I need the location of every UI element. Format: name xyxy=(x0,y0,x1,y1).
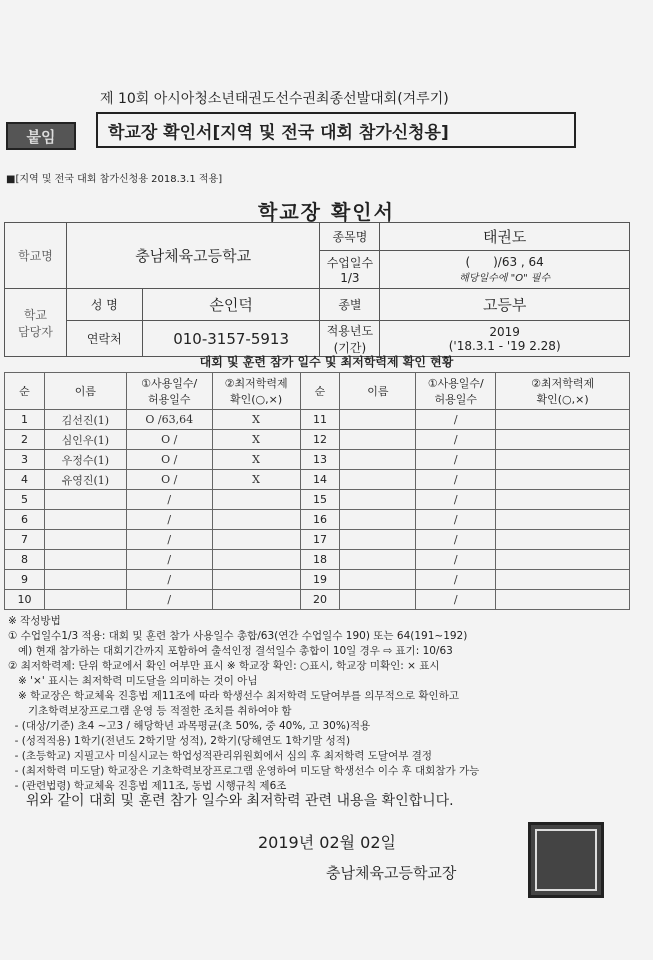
contact-label: 연락처 xyxy=(66,321,142,357)
row-name xyxy=(44,530,126,550)
date: 2019년 02월 02일 xyxy=(258,833,396,852)
status-table-title: 대회 및 훈련 참가 일수 및 최저학력제 확인 현황 xyxy=(199,355,454,369)
days-hint: 해당일수에 "O" 필수 xyxy=(459,273,551,284)
row-name xyxy=(44,590,126,610)
row-acad: X xyxy=(212,450,300,470)
row-name: 김선진(1) xyxy=(44,410,126,430)
status-table xyxy=(4,372,630,610)
row-acad xyxy=(212,530,300,550)
row-days: / xyxy=(416,450,496,470)
seal-inner xyxy=(535,829,597,891)
table-row xyxy=(5,530,630,550)
row-days: O / xyxy=(126,430,212,450)
col-days-right xyxy=(416,373,496,410)
row-acad xyxy=(212,590,300,610)
note-line: ② 최저학력제: 단위 학교에서 확인 여부만 표시 ※ 학교장 확인: ○표시, 학교장 미확인: × 표시 xyxy=(8,660,440,672)
sub-note: ■[지역 및 전국 대회 참가신청용 2018.3.1 적용] xyxy=(6,174,223,185)
row-acad xyxy=(496,550,630,570)
row-days: / xyxy=(416,490,496,510)
official-seal xyxy=(528,822,604,898)
row-name xyxy=(340,530,416,550)
row-days: / xyxy=(126,570,212,590)
row-acad xyxy=(212,510,300,530)
col-acad-left-1: ②최저학력제 xyxy=(224,377,288,390)
col-days-left-2: 허용일수 xyxy=(147,393,191,406)
note-line: 예) 현재 참가하는 대회기간까지 포함하여 출석인정 결석일수 총합이 10일 경우 ⇨ 표기: 10/63 xyxy=(8,645,453,657)
year-cell xyxy=(380,321,630,357)
row-acad xyxy=(496,570,630,590)
table-row xyxy=(5,550,630,570)
row-no: 11 xyxy=(300,410,340,430)
document-title: 학교장 확인서 xyxy=(258,200,395,224)
table-row xyxy=(5,470,630,490)
row-acad xyxy=(496,430,630,450)
attach-text: 붙임 xyxy=(26,127,56,146)
row-acad: X xyxy=(212,470,300,490)
category-value: 고등부 xyxy=(380,289,630,321)
row-no: 17 xyxy=(300,530,340,550)
row-acad xyxy=(496,510,630,530)
table-row xyxy=(5,510,630,530)
row-days: / xyxy=(126,550,212,570)
note-line: - (성적적용) 1학기(전년도 2학기말 성적), 2학기(당해연도 1학기말 성적) xyxy=(8,735,351,747)
row-days: / xyxy=(416,590,496,610)
row-name xyxy=(44,570,126,590)
manager-label xyxy=(5,289,67,357)
col-no-right: 순 xyxy=(300,373,340,410)
name-value: 손인덕 xyxy=(142,289,320,321)
row-name xyxy=(44,510,126,530)
category-label: 종별 xyxy=(320,289,380,321)
col-acad-left xyxy=(212,373,300,410)
row-acad xyxy=(496,490,630,510)
row-no: 20 xyxy=(300,590,340,610)
row-name xyxy=(340,450,416,470)
year-label-2: (기간) xyxy=(333,340,367,355)
confirm-text: 위와 같이 대회 및 훈련 참가 일수와 최저학력 관련 내용을 확인합니다. xyxy=(26,793,454,809)
row-no: 6 xyxy=(5,510,45,530)
row-no: 1 xyxy=(5,410,45,430)
manager-label-2: 담당자 xyxy=(18,324,53,339)
row-name xyxy=(340,430,416,450)
table-row xyxy=(5,490,630,510)
note-line: - (최저학력 미도달) 학교장은 기초학력보장프로그램 운영하여 미도달 학생선수 이수 후 대회참가 가능 xyxy=(8,765,480,777)
year-label xyxy=(320,321,380,357)
row-acad xyxy=(496,450,630,470)
sport-label: 종목명 xyxy=(320,223,380,251)
col-acad-right-2: 확인(○,×) xyxy=(536,393,589,406)
days-cell xyxy=(380,251,630,289)
row-days: / xyxy=(416,550,496,570)
attach-label xyxy=(6,122,76,150)
row-days: / xyxy=(416,510,496,530)
days-label-2: 1/3 xyxy=(340,271,360,285)
note-line: 기초학력보장프로그램 운영 등 적절한 조치를 취하여야 함 xyxy=(8,705,292,717)
col-acad-right-1: ②최저학력제 xyxy=(531,377,595,390)
days-label xyxy=(320,251,380,289)
note-line: ※ 작성방법 xyxy=(8,615,61,627)
year-label-1: 적용년도 xyxy=(326,323,374,338)
sport-value: 태권도 xyxy=(380,223,630,251)
row-acad xyxy=(212,570,300,590)
row-acad xyxy=(496,590,630,610)
note-line: ※ '×' 표시는 최저학력 미도달을 의미하는 것이 아님 xyxy=(8,675,258,687)
row-days: / xyxy=(416,470,496,490)
row-days: / xyxy=(416,410,496,430)
row-no: 15 xyxy=(300,490,340,510)
row-no: 3 xyxy=(5,450,45,470)
row-days: / xyxy=(416,430,496,450)
notes-section xyxy=(8,614,648,794)
note-line: - (초등학교) 지필고사 미실시교는 학업성적관리위원회에서 심의 후 최저학력 도달여부 결정 xyxy=(8,750,432,762)
info-table xyxy=(4,222,630,357)
school-label: 학교명 xyxy=(5,223,67,289)
document-main-title: 학교장 확인서[지역 및 전국 대회 참가신청용] xyxy=(96,112,576,148)
days-value: ( )/63 , 64 xyxy=(465,255,544,269)
row-name: 우정수(1) xyxy=(44,450,126,470)
row-name xyxy=(340,510,416,530)
row-name xyxy=(340,570,416,590)
year-value: 2019 xyxy=(489,324,520,339)
col-days-right-1: ①사용일수/ xyxy=(427,377,484,390)
col-name-left: 이름 xyxy=(44,373,126,410)
row-days: O / xyxy=(126,470,212,490)
row-name xyxy=(44,490,126,510)
row-name xyxy=(340,410,416,430)
note-line: - (관련법령) 학교체육 진흥법 제11조, 동법 시행규칙 제6조 xyxy=(8,780,287,792)
row-days: / xyxy=(126,510,212,530)
row-no: 4 xyxy=(5,470,45,490)
row-name: 유영진(1) xyxy=(44,470,126,490)
col-acad-left-2: 확인(○,×) xyxy=(230,393,283,406)
col-name-right: 이름 xyxy=(340,373,416,410)
row-no: 2 xyxy=(5,430,45,450)
row-days: / xyxy=(416,570,496,590)
col-days-right-2: 허용일수 xyxy=(434,393,477,406)
table-row xyxy=(5,410,630,430)
row-no: 5 xyxy=(5,490,45,510)
row-acad xyxy=(496,470,630,490)
row-days: O /63,64 xyxy=(126,410,212,430)
row-days: / xyxy=(416,530,496,550)
table-row xyxy=(5,450,630,470)
school-name: 충남체육고등학교 xyxy=(66,223,320,289)
row-no: 12 xyxy=(300,430,340,450)
row-name xyxy=(340,590,416,610)
manager-label-1: 학교 xyxy=(23,307,48,322)
table-row xyxy=(5,430,630,450)
row-name xyxy=(340,470,416,490)
table-row xyxy=(5,570,630,590)
row-name xyxy=(340,550,416,570)
row-acad xyxy=(212,550,300,570)
note-line: ① 수업일수1/3 적용: 대회 및 훈련 참가 사용일수 총합/63(연간 수업일수 190) 또는 64(191~192) xyxy=(8,630,468,642)
row-days: / xyxy=(126,490,212,510)
note-line: - (대상/기준) 초4 ~고3 / 해당학년 과목평균(초 50%, 중 40%, 고 30%)적용 xyxy=(8,720,371,732)
row-no: 14 xyxy=(300,470,340,490)
row-no: 7 xyxy=(5,530,45,550)
row-name xyxy=(44,550,126,570)
row-no: 10 xyxy=(5,590,45,610)
event-title: 제 10회 아시아청소년태권도선수권최종선발대회(겨루기) xyxy=(100,91,449,107)
col-acad-right xyxy=(496,373,630,410)
days-label-1: 수업일수 xyxy=(326,256,374,270)
table-row xyxy=(5,590,630,610)
col-days-left xyxy=(126,373,212,410)
row-no: 9 xyxy=(5,570,45,590)
period-value: ('18.3.1 - '19 2.28) xyxy=(448,338,561,353)
row-days: / xyxy=(126,590,212,610)
row-acad: X xyxy=(212,430,300,450)
row-name xyxy=(340,490,416,510)
col-no-left: 순 xyxy=(5,373,45,410)
row-no: 8 xyxy=(5,550,45,570)
contact-value: 010-3157-5913 xyxy=(142,321,320,357)
row-no: 16 xyxy=(300,510,340,530)
col-days-left-1: ①사용일수/ xyxy=(141,377,198,390)
row-no: 19 xyxy=(300,570,340,590)
principal: 충남체육고등학교장 xyxy=(326,864,457,882)
row-name: 심인우(1) xyxy=(44,430,126,450)
row-days: / xyxy=(126,530,212,550)
row-acad xyxy=(496,410,630,430)
note-line: ※ 학교장은 학교체육 진흥법 제11조에 따라 학생선수 최저학력 도달여부를 의무적으로 확인하고 xyxy=(8,690,459,702)
row-no: 18 xyxy=(300,550,340,570)
row-days: O / xyxy=(126,450,212,470)
row-acad xyxy=(212,490,300,510)
row-acad xyxy=(496,530,630,550)
row-no: 13 xyxy=(300,450,340,470)
name-label: 성 명 xyxy=(66,289,142,321)
row-acad: X xyxy=(212,410,300,430)
